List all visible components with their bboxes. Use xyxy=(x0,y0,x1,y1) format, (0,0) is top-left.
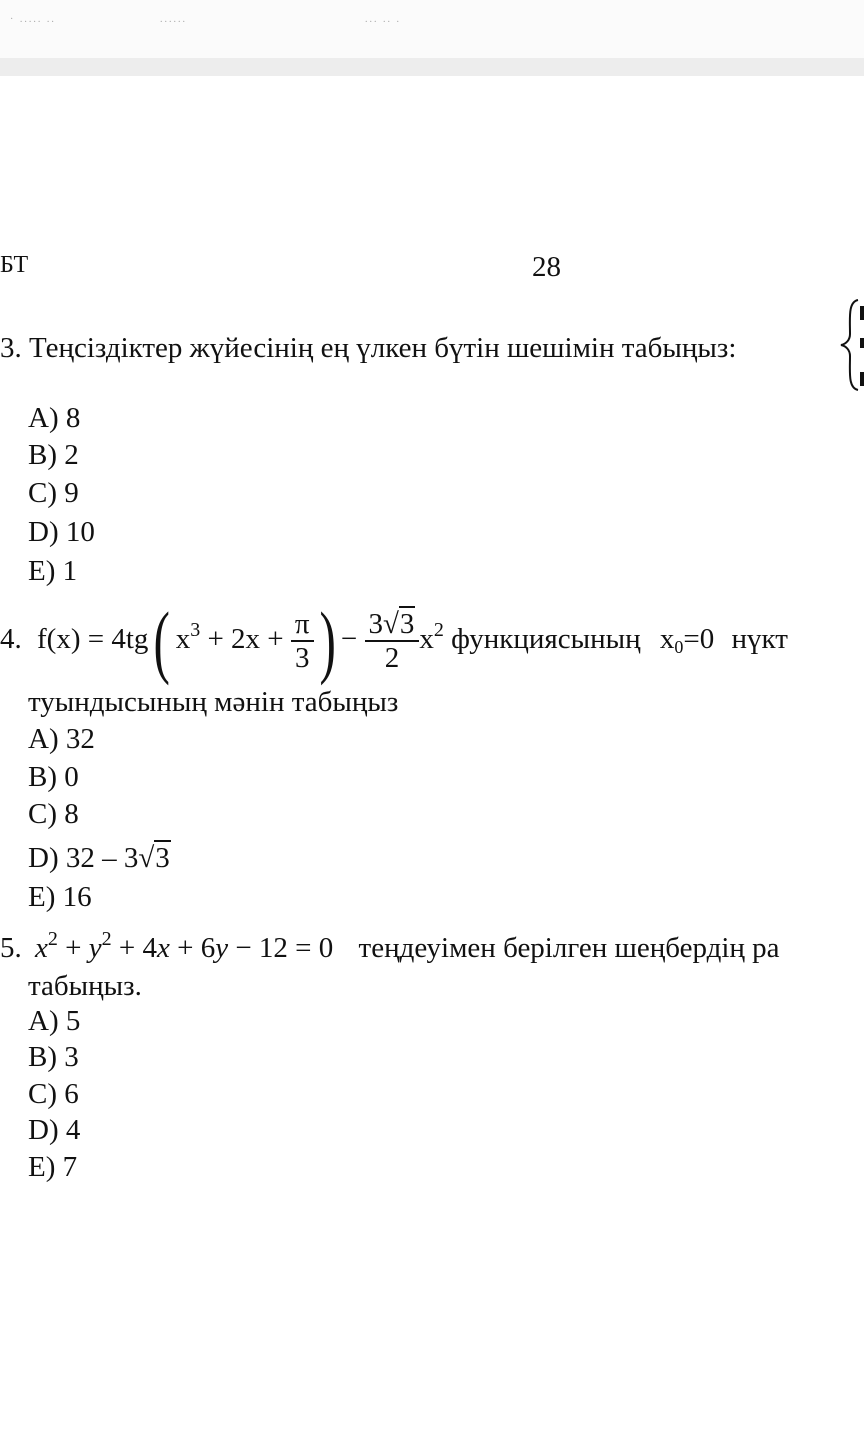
question-text: функциясының xyxy=(451,623,641,655)
header-left-label: БТ xyxy=(0,252,29,278)
option-b: B) 0 xyxy=(28,761,79,793)
question-4-line2: туындысының мәнін табыңыз xyxy=(28,686,399,718)
formula-lhs: f(x) = 4tg xyxy=(37,623,149,655)
option-c: C) 6 xyxy=(28,1078,79,1110)
option-e: E) 7 xyxy=(28,1151,78,1183)
fraction-num: 3√3 xyxy=(365,608,420,642)
eq-part: + xyxy=(57,932,89,964)
option-a: A) 5 xyxy=(28,1005,81,1037)
x0-value: =0 xyxy=(683,623,715,655)
coef-fraction xyxy=(365,608,420,674)
question-number: 5. xyxy=(0,932,22,964)
formula-exp: 3 xyxy=(190,619,201,641)
question-text: теңдеуімен берілген шеңбердің ра xyxy=(358,932,780,964)
option-b: B) 3 xyxy=(28,1041,79,1073)
question-3 xyxy=(0,331,736,365)
paren-close: ) xyxy=(319,595,336,687)
fraction-den: 2 xyxy=(384,642,400,675)
option-c: C) 9 xyxy=(28,477,79,509)
coef: 3 xyxy=(368,608,383,641)
x0-symbol xyxy=(660,623,714,655)
option-b: B) 2 xyxy=(28,439,79,471)
formula-mid: + 2x + xyxy=(200,623,291,655)
scan-dots: ...... xyxy=(160,14,187,25)
scan-dots: ... .. . xyxy=(365,14,401,25)
eq-part: x xyxy=(156,932,170,964)
option-d: D) 10 xyxy=(28,516,95,548)
eq-exp: 2 xyxy=(101,928,112,950)
question-text: Теңсіздіктер жүйесінің ең үлкен бүтін шешімін табыңыз: xyxy=(29,332,737,364)
question-number: 3. xyxy=(0,332,22,364)
scan-band xyxy=(0,58,864,76)
x0-sub: 0 xyxy=(674,637,684,657)
x0-var: x xyxy=(659,623,675,655)
question-text-tail: нүкт xyxy=(731,623,788,655)
eq-part: y xyxy=(215,932,229,964)
scan-dots: · ..... .. xyxy=(10,14,56,25)
fraction-num: π xyxy=(291,608,314,642)
sqrt-value: 3 xyxy=(155,842,170,874)
system-brace-icon xyxy=(838,298,864,392)
formula-minus: − xyxy=(340,623,358,655)
option-a: A) 8 xyxy=(28,402,81,434)
option-a: A) 32 xyxy=(28,723,95,755)
formula-x: x xyxy=(175,623,191,655)
page-number: 28 xyxy=(532,251,561,283)
eq-part: y xyxy=(88,932,102,964)
question-5-line2: табыңыз. xyxy=(28,970,142,1002)
eq-exp: 2 xyxy=(47,928,58,950)
top-margin xyxy=(0,0,864,58)
option-e: E) 16 xyxy=(28,881,92,913)
option-e: E) 1 xyxy=(28,555,78,587)
pi-fraction xyxy=(291,608,314,674)
paren-open: ( xyxy=(153,595,171,687)
fraction-den: 3 xyxy=(295,642,310,675)
option-c: C) 8 xyxy=(28,798,79,830)
eq-part: − 12 = 0 xyxy=(228,932,334,964)
option-text: D) 32 – 3 xyxy=(28,842,139,874)
formula-x2: x xyxy=(419,623,434,655)
equation xyxy=(35,928,334,964)
eq-part: + 4 xyxy=(111,932,157,964)
question-5 xyxy=(0,922,780,965)
sqrt-value: 3 xyxy=(399,608,415,641)
option-d: D) 4 xyxy=(28,1114,81,1146)
question-4-formula xyxy=(0,588,788,687)
formula-exp: 2 xyxy=(433,619,444,641)
eq-part: x xyxy=(35,932,48,964)
eq-part: + 6 xyxy=(169,932,216,964)
question-number: 4. xyxy=(0,623,22,655)
option-d: D) 32 – 3√3 xyxy=(28,842,170,874)
